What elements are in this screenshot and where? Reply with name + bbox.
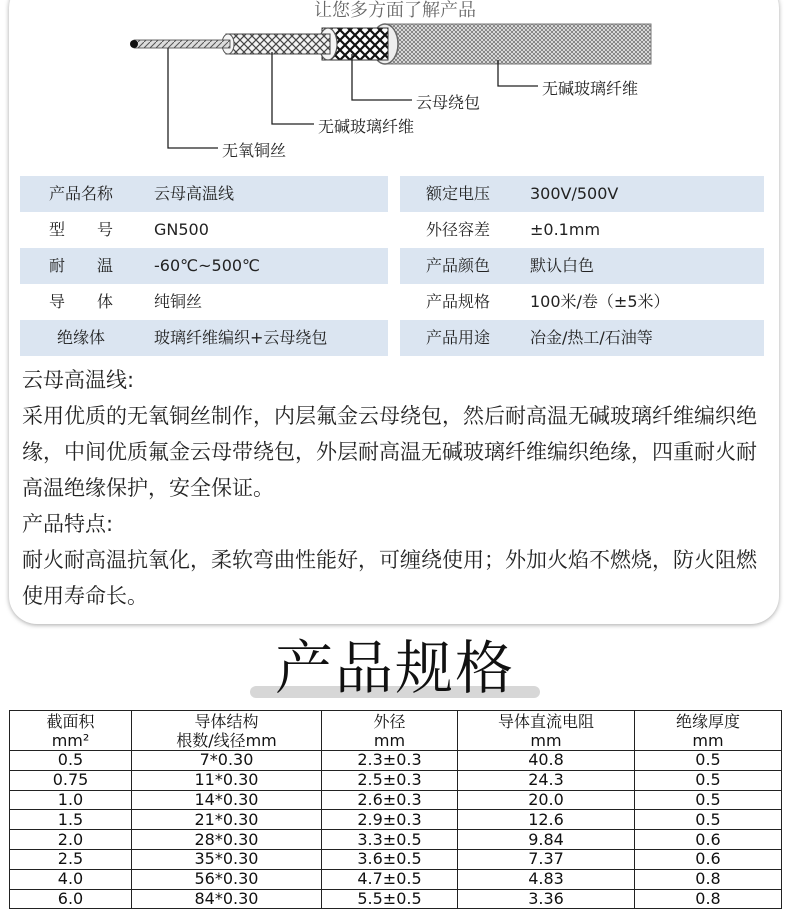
label-inner-glass-fiber: 无碱玻璃纤维 [318,117,415,136]
table-row: 1.5 21*0.30 2.9±0.3 12.6 0.5 [10,810,782,830]
inner-glass-fiber-layer [226,34,330,54]
table-row: 2.0 28*0.30 3.3±0.5 9.84 0.6 [10,830,782,850]
spec-value: 云母高温线 [142,176,388,212]
table-row: 6.0 84*0.30 5.5±0.5 3.36 0.8 [10,889,782,909]
section-heading: 产品规格 [274,634,515,702]
spec-value: 纯铜丝 [154,292,203,311]
spec-value: 默认白色 [516,248,764,284]
spec-value: 玻璃纤维编织+云母绕包 [142,320,388,356]
outer-glass-fiber-layer [385,24,651,64]
header-cross-section: 截面积 mm² [10,711,132,751]
header-dc-resistance: 导体直流电阻 mm [458,711,635,751]
spec-key: 产品用途 [400,320,516,356]
spec-row [20,176,765,212]
description-title: 云母高温线: [22,368,135,392]
description-body: 采用优质的无氧铜丝制作，内层氟金云母绕包，然后耐高温无碱玻璃纤维编织绝缘，中间优质氟金云母带绕包，外层耐高温无碱玻璃纤维编织绝缘，四重耐火耐高温绝缘保护，安全保证。 [22,404,757,500]
spec-key: 产品名称 [20,176,142,212]
intro-caption: 让您多方面了解产品 [314,0,476,21]
spec-row [20,212,765,248]
header-conductor-structure: 导体结构 根数/线径mm [132,711,322,751]
label-copper-wire: 无氧铜丝 [222,141,287,160]
spec-row [20,320,765,356]
spec-key: 绝缘体 [20,320,142,356]
cable-structure-diagram [0,0,790,170]
spec-value: 300V/500V [516,176,764,212]
spec-row [20,284,765,320]
spec-value: GN500 [154,220,209,239]
features-body: 耐火耐高温抗氧化，柔软弯曲性能好，可缠绕使用；外加火焰不燃烧，防火阻燃使用寿命长。 [22,548,757,608]
spec-value: 冶金/热工/石油等 [516,320,764,356]
spec-value: ±0.1mm [530,220,601,239]
header-insulation-thickness: 绝缘厚度 mm [635,711,782,751]
table-row: 2.5 35*0.30 3.6±0.5 7.37 0.6 [10,849,782,869]
spec-key: 产品颜色 [400,248,516,284]
label-outer-glass-fiber: 无碱玻璃纤维 [542,79,639,98]
table-row: 0.75 11*0.30 2.5±0.3 24.3 0.5 [10,770,782,790]
spec-key: 导 体 [48,292,113,311]
spec-value: -60℃~500℃ [142,248,388,284]
table-header-row [10,711,782,751]
product-description [22,362,774,614]
table-row: 4.0 56*0.30 4.7±0.5 4.83 0.8 [10,869,782,889]
spec-value: 100米/卷（±5米） [530,292,670,311]
header-outer-diameter: 外径 mm [322,711,458,751]
features-title: 产品特点: [22,512,114,536]
spec-row [20,248,765,284]
table-row: 1.0 14*0.30 2.6±0.3 20.0 0.5 [10,790,782,810]
table-row: 0.5 7*0.30 2.3±0.3 40.8 0.5 [10,751,782,771]
spec-key: 型 号 [48,220,113,239]
spec-key: 产品规格 [425,292,490,311]
spec-key: 外径容差 [425,220,490,239]
spec-key: 额定电压 [400,176,516,212]
label-mica-wrap: 云母绕包 [416,93,481,112]
spec-key: 耐 温 [20,248,142,284]
specification-table [9,710,782,909]
copper-wire-conductor [134,40,230,48]
